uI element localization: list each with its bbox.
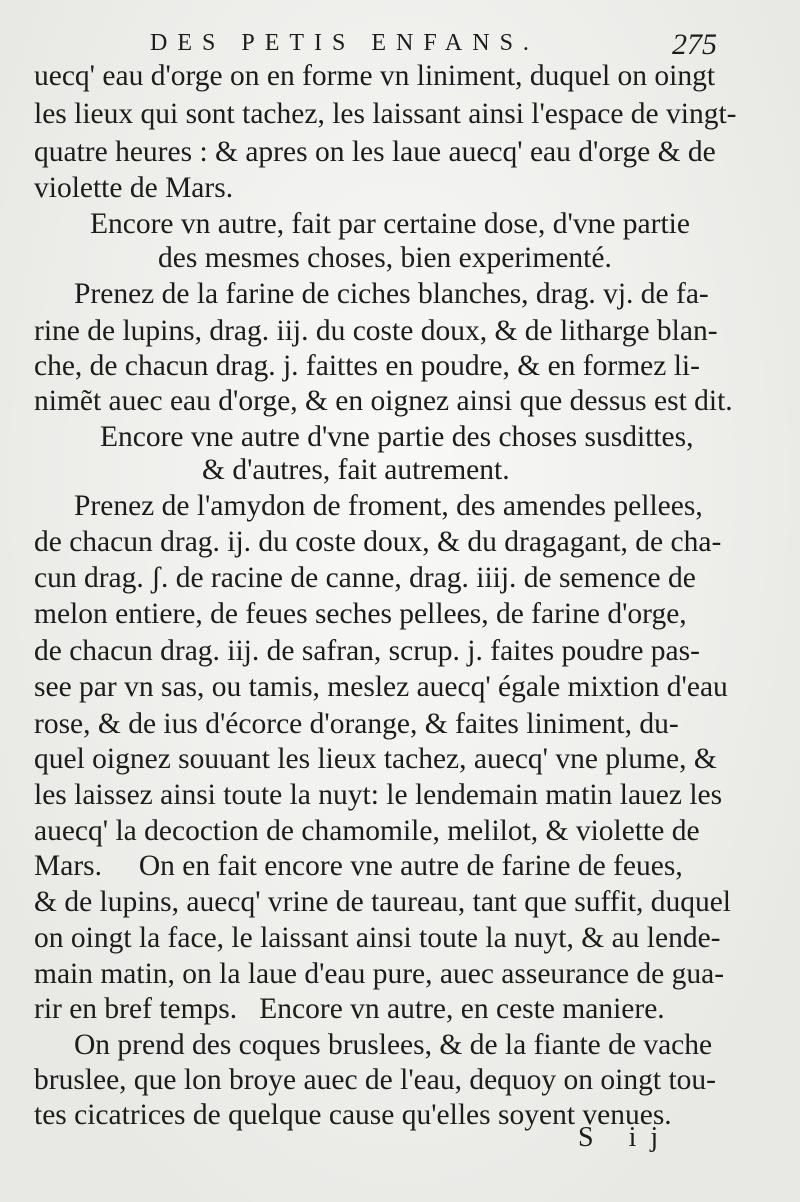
text-line: bruslee, que lon broye auec de l'eau, dequoy on oingt tou- (34, 1064, 716, 1096)
text-line: uecq' eau d'orge on en forme vn liniment, duquel on oingt (34, 60, 716, 92)
text-line: auecq' la decoction de chamomile, melilot, & violette de (34, 815, 700, 847)
text-line: rine de lupins, drag. iij. du coste doux, & de litharge blan- (34, 315, 718, 347)
page-number: 275 (672, 28, 717, 61)
text-line: nimẽt auec eau d'orge, & en oignez ainsi que dessus est dit. (34, 385, 733, 417)
text-line: tes cicatrices de quelque cause qu'elles soyent venues. (34, 1099, 672, 1131)
text-line: rir en bref temps. Encore vn autre, en ceste maniere. (34, 993, 665, 1025)
text-line: les laissez ainsi toute la nuyt: le lendemain matin lauez les (34, 779, 723, 811)
section-heading: Encore vne autre d'vne partie des choses susdittes, (100, 421, 694, 453)
text-line: quatre heures : & apres on les laue auecq' eau d'orge & de (34, 136, 716, 168)
section-heading: des mesmes choses, bien experimenté. (158, 242, 612, 274)
text-line: melon entiere, de feues seches pellees, de farine d'orge, (34, 598, 687, 630)
text-line: les lieux qui sont tachez, les laissant ainsi l'espace de vingt- (34, 98, 737, 130)
text-line: quel oignez souuant les lieux tachez, auecq' vne plume, & (34, 743, 717, 775)
text-line: che, de chacun drag. j. faittes en poudre, & en formez li- (34, 350, 700, 382)
section-heading: Encore vn autre, fait par certaine dose, d'vne partie (90, 208, 690, 240)
text-line: cun drag. ʃ. de racine de canne, drag. iiij. de semence de (34, 562, 696, 594)
text-line: Mars. On en fait encore vne autre de farine de feues, (34, 850, 683, 882)
text-line: Prenez de l'amydon de froment, des amendes pellees, (74, 490, 703, 522)
running-title: DES PETIS ENFANS. (150, 30, 539, 56)
text-line: On prend des coques bruslees, & de la fiante de vache (74, 1029, 713, 1061)
text-line: main matin, on la laue d'eau pure, auec asseurance de gua- (34, 958, 725, 990)
text-line: de chacun drag. iij. de safran, scrup. j. faites poudre pas- (34, 635, 700, 667)
text-line: see par vn sas, ou tamis, meslez auecq' égale mixtion d'eau (34, 671, 728, 703)
signature-mark: S ij (578, 1122, 673, 1153)
text-line: violette de Mars. (34, 172, 234, 204)
text-line: & de lupins, auecq' vrine de taureau, tant que suffit, duquel (34, 886, 731, 918)
text-line: rose, & de ius d'écorce d'orange, & faites liniment, du- (34, 708, 679, 740)
text-line: on oingt la face, le laissant ainsi toute la nuyt, & au lende- (34, 922, 721, 954)
text-line: Prenez de la farine de ciches blanches, drag. vj. de fa- (74, 278, 709, 310)
text-line: de chacun drag. ij. du coste doux, & du dragagant, de cha- (34, 526, 722, 558)
section-heading: & d'autres, fait autrement. (202, 454, 510, 486)
